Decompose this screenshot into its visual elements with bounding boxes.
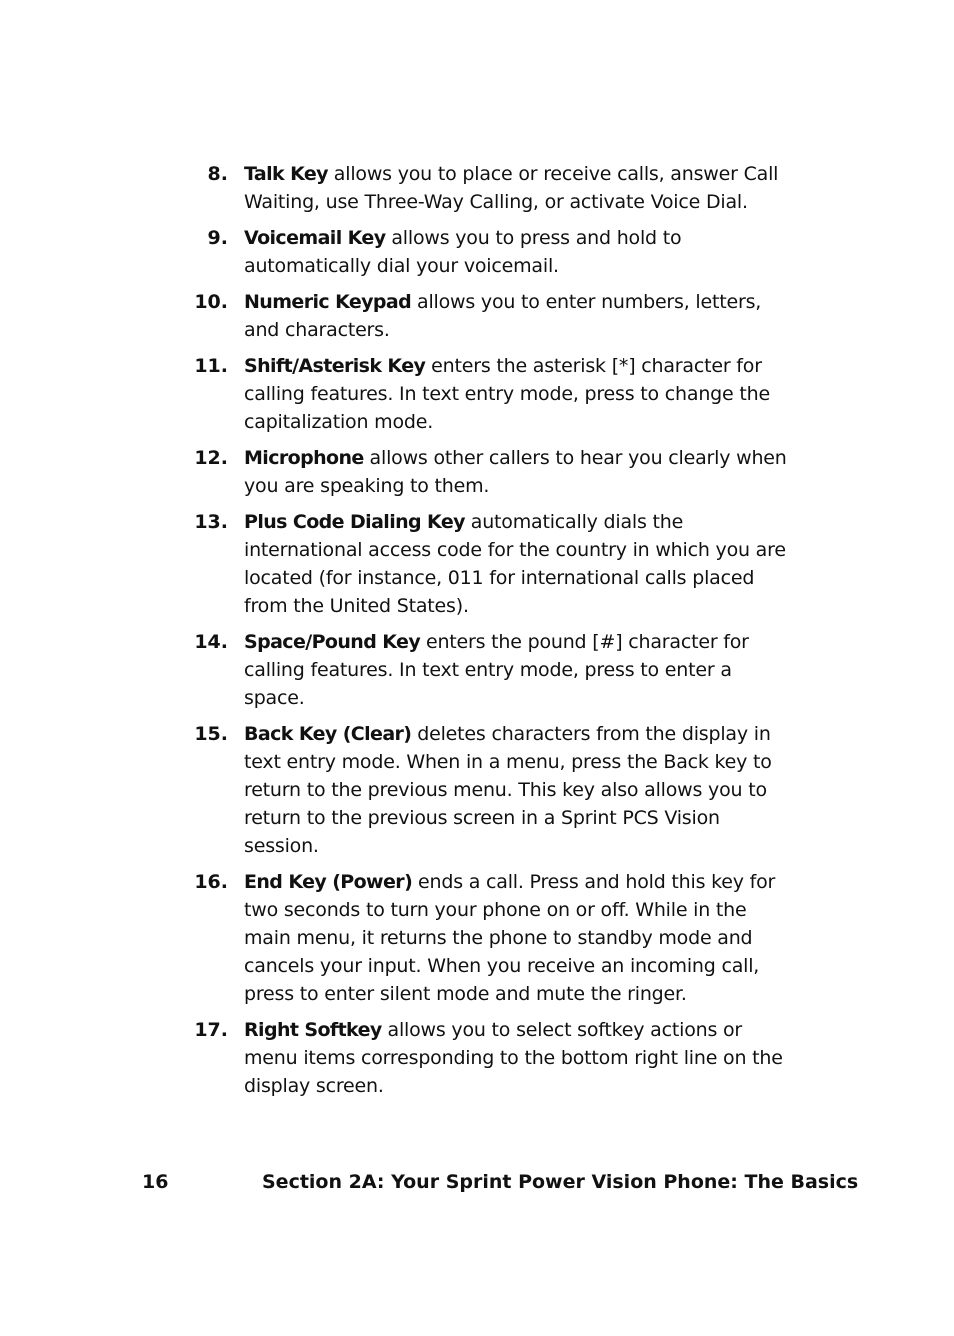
item-term: Shift/Asterisk Key bbox=[244, 355, 426, 377]
item-description: allows you to press and hold to automatically dial your voicemail. bbox=[244, 227, 682, 277]
item-term: Plus Code Dialing Key bbox=[244, 511, 465, 533]
item-number: 12. bbox=[194, 447, 228, 469]
item-number: 8. bbox=[207, 163, 228, 185]
item-description: allows you to enter numbers, letters, and characters. bbox=[244, 291, 762, 341]
list-item bbox=[194, 628, 794, 712]
item-number: 17. bbox=[194, 1019, 228, 1041]
item-text bbox=[244, 1016, 794, 1100]
item-text bbox=[244, 720, 794, 860]
item-number: 13. bbox=[194, 511, 228, 533]
item-description: ends a call. Press and hold this key for two seconds to turn your phone on or off. While in the main menu, it returns the phone to standby mode and cancels your input. When you receive an incoming call, press to enter silent mode and mute the ringer. bbox=[244, 871, 776, 1005]
list-item bbox=[194, 444, 794, 500]
section-title: Section 2A: Your Sprint Power Vision Phone: The Basics bbox=[262, 1171, 859, 1193]
item-number: 16. bbox=[194, 871, 228, 893]
page-number: 16 bbox=[142, 1171, 169, 1193]
list-item bbox=[194, 1016, 794, 1100]
item-number: 10. bbox=[194, 291, 228, 313]
item-term: Back Key (Clear) bbox=[244, 723, 412, 745]
item-description: automatically dials the international access code for the country in which you are located (for instance, 011 for international calls placed from the United States). bbox=[244, 511, 786, 617]
item-term: Talk Key bbox=[244, 163, 328, 185]
list-item bbox=[194, 160, 794, 216]
key-description-list bbox=[194, 160, 794, 1108]
item-text bbox=[244, 628, 794, 712]
list-item bbox=[194, 224, 794, 280]
list-item bbox=[194, 508, 794, 620]
item-text bbox=[244, 444, 794, 500]
item-number: 15. bbox=[194, 723, 228, 745]
item-term: Space/Pound Key bbox=[244, 631, 421, 653]
item-description: enters the pound [#] character for calling features. In text entry mode, press to enter a space. bbox=[244, 631, 749, 709]
item-description: enters the asterisk [*] character for calling features. In text entry mode, press to change the capitalization mode. bbox=[244, 355, 770, 433]
list-item bbox=[194, 868, 794, 1008]
item-term: Right Softkey bbox=[244, 1019, 382, 1041]
item-term: Voicemail Key bbox=[244, 227, 386, 249]
item-description: allows you to place or receive calls, answer Call Waiting, use Three-Way Calling, or activate Voice Dial. bbox=[244, 163, 779, 213]
item-text bbox=[244, 508, 794, 620]
item-description: allows you to select softkey actions or menu items corresponding to the bottom right line on the display screen. bbox=[244, 1019, 783, 1097]
item-text bbox=[244, 160, 794, 216]
item-text bbox=[244, 224, 794, 280]
item-term: End Key (Power) bbox=[244, 871, 413, 893]
item-text bbox=[244, 288, 794, 344]
list-item bbox=[194, 720, 794, 860]
item-description: deletes characters from the display in text entry mode. When in a menu, press the Back key to return to the previous menu. This key also allows you to return to the previous screen in a Sprint PCS Vision session. bbox=[244, 723, 772, 857]
list-item bbox=[194, 288, 794, 344]
item-text bbox=[244, 352, 794, 436]
item-term: Numeric Keypad bbox=[244, 291, 412, 313]
item-term: Microphone bbox=[244, 447, 364, 469]
item-number: 11. bbox=[194, 355, 228, 377]
item-description: allows other callers to hear you clearly when you are speaking to them. bbox=[244, 447, 787, 497]
item-number: 14. bbox=[194, 631, 228, 653]
item-number: 9. bbox=[207, 227, 228, 249]
list-item bbox=[194, 352, 794, 436]
item-text bbox=[244, 868, 794, 1008]
